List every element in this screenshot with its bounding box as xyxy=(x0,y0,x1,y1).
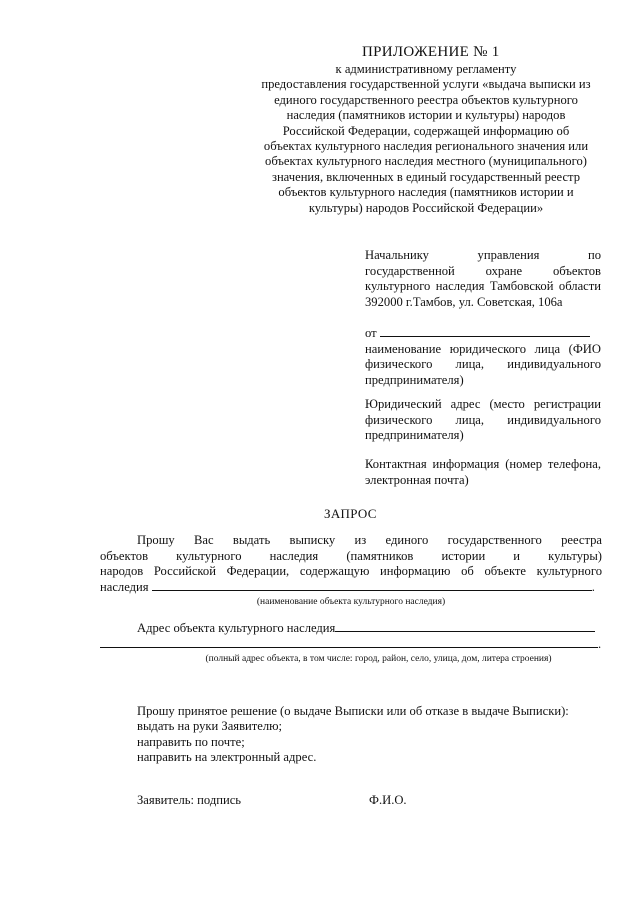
recipient-line: государственной охране объектов xyxy=(365,263,601,278)
request-line: объектов культурного наследия (памятников истории и культуры) xyxy=(100,548,602,563)
legal-address-line: Юридический адрес (место регистрации xyxy=(365,397,601,411)
line-end: . xyxy=(598,636,602,651)
sender-description-line: предпринимателя) xyxy=(365,372,464,387)
contact-line: Контактная информация (номер телефона, xyxy=(365,457,601,471)
request-line: народов Российской Федерации, содержащую информацию об объекте культурного xyxy=(100,564,602,578)
approval-line: значения, включенных в единый государственный реестр xyxy=(271,169,581,184)
address-section xyxy=(100,621,602,668)
decision-block xyxy=(137,704,569,766)
address-field[interactable] xyxy=(335,621,595,632)
decision-option: направить на электронный адрес. xyxy=(137,750,317,765)
recipient-address: 392000 г.Тамбов, ул. Советская, 106а xyxy=(365,294,563,309)
sender-block xyxy=(365,326,601,388)
legal-address-block xyxy=(365,397,601,444)
applicant-name-label: Ф.И.О. xyxy=(369,793,407,807)
decision-option: направить по почте; xyxy=(137,734,245,749)
recipient-line: Начальнику управления по xyxy=(365,248,601,262)
approval-line: предоставления государственной услуги «выдача выписки из xyxy=(261,77,591,92)
approval-line: единого государственного реестра объектов культурного xyxy=(274,92,578,107)
approval-line: Российской Федерации, содержащей информацию об xyxy=(282,123,570,138)
recipient-block xyxy=(365,248,601,310)
approval-line: объектах культурного наследия местного (муниципального) xyxy=(265,154,587,169)
approval-line: культуры) народов Российской Федерации» xyxy=(308,200,544,215)
sender-description-line: наименование юридического лица (ФИО xyxy=(365,341,601,356)
sender-name-field[interactable] xyxy=(380,326,590,337)
legal-address-line: физического лица, индивидуального xyxy=(365,412,601,427)
address-label: Адрес объекта культурного наследия xyxy=(137,621,336,635)
decision-option: выдать на руки Заявителю; xyxy=(137,719,283,734)
approval-line: объектах культурного наследия регионального значения или xyxy=(263,139,589,154)
contact-block xyxy=(365,457,601,488)
page-title: ПРИЛОЖЕНИЕ № 1 xyxy=(362,44,500,60)
approval-line: наследия (памятников истории и культуры) народов xyxy=(286,108,566,123)
heritage-label: наследия xyxy=(100,579,149,594)
from-label: от xyxy=(365,326,377,340)
heritage-caption: (наименование объекта культурного наследия) xyxy=(256,597,446,607)
applicant-signature-label: Заявитель: подпись xyxy=(137,793,242,807)
sender-description-line: физического лица, индивидуального xyxy=(365,357,601,371)
request-title: ЗАПРОС xyxy=(324,506,377,521)
address-field-continued[interactable] xyxy=(100,637,598,648)
request-paragraph xyxy=(100,533,602,611)
recipient-line: культурного наследия Тамбовской области xyxy=(365,279,601,293)
legal-address-line: предпринимателя) xyxy=(365,428,464,442)
address-caption: (полный адрес объекта, в том числе: город, район, село, улица, дом, литера строения) xyxy=(205,654,552,664)
approval-line: объектов культурного наследия (памятников истории и xyxy=(278,185,574,200)
approval-reference xyxy=(250,62,602,216)
request-line: Прошу Вас выдать выписку из единого государственного реестра xyxy=(137,533,602,547)
contact-line: электронная почта) xyxy=(365,472,469,487)
heritage-name-field[interactable] xyxy=(152,580,592,591)
decision-intro: Прошу принятое решение (о выдаче Выписки или об отказе в выдаче Выписки): xyxy=(137,704,569,718)
approval-line: к административному регламенту xyxy=(335,62,517,76)
line-end: . xyxy=(591,579,595,594)
